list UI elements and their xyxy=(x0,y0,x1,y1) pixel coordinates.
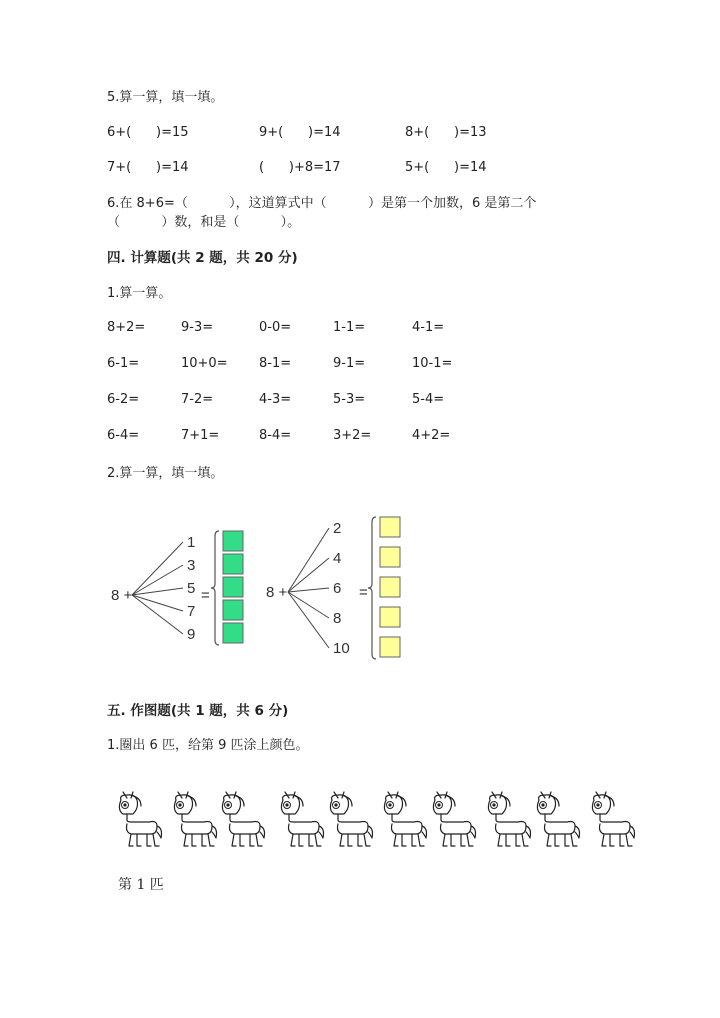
fan-line xyxy=(288,592,329,648)
equals-sign: = xyxy=(359,584,368,601)
calc-item: 5-3= xyxy=(333,392,366,407)
answer-box[interactable] xyxy=(223,577,243,597)
addition-fan-diagram-left xyxy=(105,515,265,675)
calc-item: 10+0= xyxy=(181,356,228,371)
q5-item: 6+( )=15 xyxy=(107,125,189,140)
q6-line1: 6.在 8+6=（ ），这道算式中（ ）是第一个加数，6 是第二个 xyxy=(107,196,537,211)
fan-line xyxy=(132,595,183,634)
fan-line xyxy=(132,595,183,611)
addend-label: 5 xyxy=(187,580,196,597)
q5-item: 7+( )=14 xyxy=(107,160,189,175)
addition-fan-diagram-right xyxy=(255,508,415,668)
s5q1-title: 1.圈出 6 匹，给第 9 匹涂上颜色。 xyxy=(107,738,309,753)
addend-label: 7 xyxy=(187,603,196,620)
calc-item: 4-1= xyxy=(412,320,445,335)
fan-line xyxy=(288,558,329,592)
calc-item: 6-2= xyxy=(107,392,140,407)
q5-item: ( )+8=17 xyxy=(259,160,341,175)
calc-item: 1-1= xyxy=(333,320,366,335)
brace xyxy=(368,517,376,659)
addend-label: 2 xyxy=(333,520,342,537)
answer-box[interactable] xyxy=(223,531,243,551)
first-horse-label: 第 1 匹 xyxy=(118,877,164,893)
horse-icon[interactable] xyxy=(531,790,583,852)
calc-item: 5-4= xyxy=(412,392,445,407)
q6-line2: （ ）数，和是（ ）。 xyxy=(107,215,301,230)
calc-item: 8-1= xyxy=(259,356,292,371)
fan-base-label: 8 + xyxy=(266,584,288,601)
equals-sign: = xyxy=(201,587,210,604)
horse-icon[interactable] xyxy=(378,790,430,852)
horse-icon[interactable] xyxy=(427,790,479,852)
q5-item: 8+( )=13 xyxy=(405,125,487,140)
addend-label: 6 xyxy=(333,580,342,597)
addend-label: 10 xyxy=(333,640,350,657)
horse-icon[interactable] xyxy=(216,790,268,852)
answer-box[interactable] xyxy=(380,637,400,657)
calc-item: 8-4= xyxy=(259,428,292,443)
calc-item: 7-2= xyxy=(181,392,214,407)
q5-title: 5.算一算，填一填。 xyxy=(107,90,224,105)
answer-box[interactable] xyxy=(380,547,400,567)
fan-line xyxy=(132,588,183,595)
horse-icon[interactable] xyxy=(275,790,327,852)
calc-item: 0-0= xyxy=(259,320,292,335)
addend-label: 8 xyxy=(333,610,342,627)
calc-item: 10-1= xyxy=(412,356,453,371)
calc-item: 4+2= xyxy=(412,428,451,443)
horse-icon[interactable] xyxy=(482,790,534,852)
addend-label: 4 xyxy=(333,550,342,567)
answer-box[interactable] xyxy=(380,577,400,597)
calc-item: 8+2= xyxy=(107,320,146,335)
addend-label: 9 xyxy=(187,626,196,643)
section4-heading: 四. 计算题(共 2 题，共 20 分) xyxy=(107,250,298,266)
calc-item: 9-3= xyxy=(181,320,214,335)
q5-item: 5+( )=14 xyxy=(405,160,487,175)
fan-base-label: 8 + xyxy=(111,587,133,604)
addend-label: 1 xyxy=(187,534,196,551)
fan-line xyxy=(288,588,329,592)
calc-item: 6-1= xyxy=(107,356,140,371)
horse-icon[interactable] xyxy=(168,790,220,852)
brace xyxy=(211,531,219,645)
horse-icon[interactable] xyxy=(113,790,165,852)
s4q2-title: 2.算一算，填一填。 xyxy=(107,466,224,481)
fan-line xyxy=(132,542,183,595)
horse-icon[interactable] xyxy=(324,790,376,852)
fan-line xyxy=(288,528,329,592)
answer-box[interactable] xyxy=(380,607,400,627)
answer-box[interactable] xyxy=(380,517,400,537)
calc-item: 9-1= xyxy=(333,356,366,371)
calc-item: 6-4= xyxy=(107,428,140,443)
answer-box[interactable] xyxy=(223,600,243,620)
answer-box[interactable] xyxy=(223,623,243,643)
calc-item: 7+1= xyxy=(181,428,220,443)
answer-box[interactable] xyxy=(223,554,243,574)
calc-item: 4-3= xyxy=(259,392,292,407)
fan-line xyxy=(288,592,329,618)
addend-label: 3 xyxy=(187,557,196,574)
s4q1-title: 1.算一算。 xyxy=(107,286,172,301)
q5-item: 9+( )=14 xyxy=(259,125,341,140)
calc-item: 3+2= xyxy=(333,428,372,443)
section5-heading: 五. 作图题(共 1 题，共 6 分) xyxy=(107,703,289,719)
fan-line xyxy=(132,565,183,595)
horse-icon[interactable] xyxy=(586,790,638,852)
